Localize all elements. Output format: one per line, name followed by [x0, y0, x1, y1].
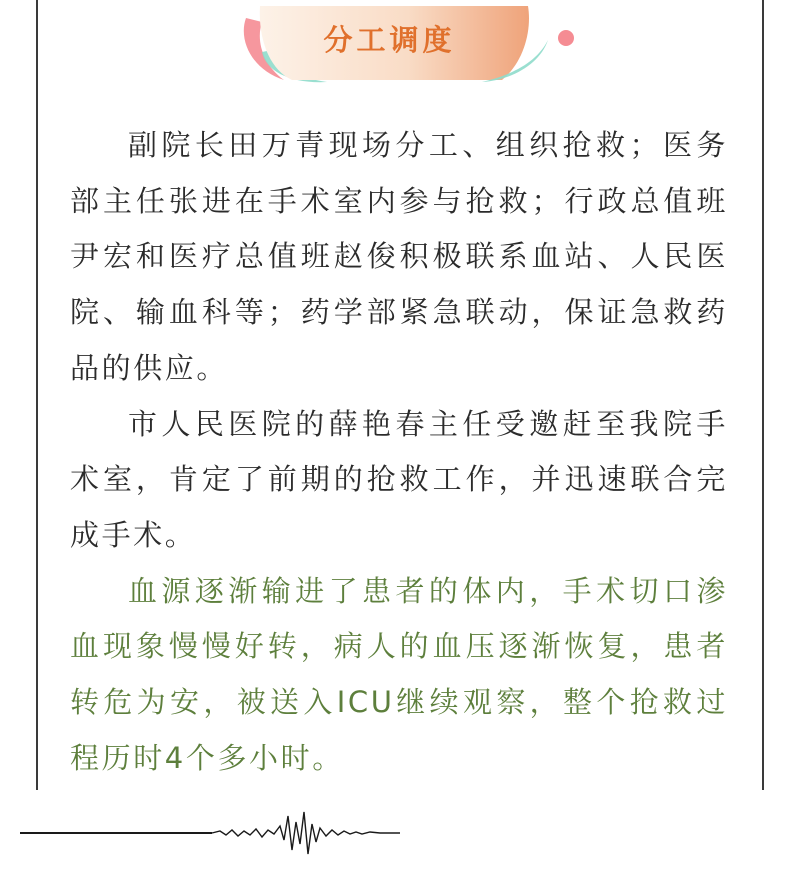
section-title: 分工调度 [323, 23, 456, 57]
right-frame-border [762, 0, 764, 790]
article-body [70, 118, 728, 786]
paragraph-external-expert: 市人民医院的薛艳春主任受邀赶至我院手术室，肯定了前期的抢救工作，并迅速联合完成手术。 [70, 406, 728, 552]
paragraph-coordination: 副院长田万青现场分工、组织抢救；医务部主任张进在手术室内参与抢救；行政总值班尹宏和医疗总值班赵俊积极联系血站、人民医院、输血科等；药学部紧急联动，保证急救药品的供应。 [70, 128, 728, 385]
section-title-badge [232, 0, 577, 90]
left-frame-border [36, 0, 38, 790]
heartbeat-line-icon [0, 800, 800, 860]
paragraph-outcome-highlight: 血源逐渐输进了患者的体内，手术切口渗血现象慢慢好转，病人的血压逐渐恢复，患者转危为安，被送入ICU继续观察，整个抢救过程历时4个多小时。 [70, 573, 728, 775]
